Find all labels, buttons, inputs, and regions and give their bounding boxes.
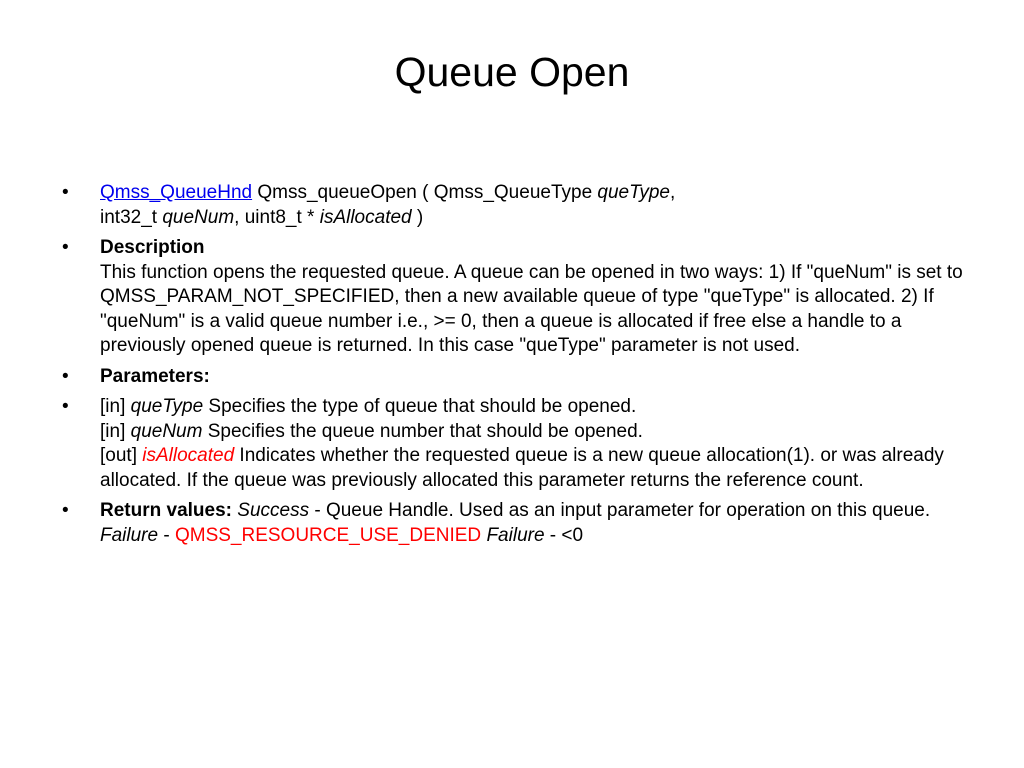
param-quenum: queNum xyxy=(162,206,235,228)
slide-title: Queue Open xyxy=(394,49,630,95)
bullet-list xyxy=(62,181,972,554)
param1-direction: [in] xyxy=(100,396,131,417)
param3-direction: [out] xyxy=(100,445,143,466)
bullet-return-values xyxy=(62,499,972,548)
param3-description: Indicates whether the requested queue is a new queue allocation(1). or was already allocated. If the queue was previously allocated this parameter returns the reference count. xyxy=(100,445,944,491)
param2-direction: [in] xyxy=(100,420,131,442)
param-isallocated: isAllocated xyxy=(319,206,412,228)
bullet-signature xyxy=(62,181,972,230)
failure-label: Failure xyxy=(100,524,159,546)
bullet-icon: • xyxy=(62,396,69,417)
param1-name: queType xyxy=(130,396,204,417)
sig-separator: , xyxy=(669,182,676,203)
bullet-icon: • xyxy=(62,500,69,521)
description-text: This function opens the requested queue. A queue can be opened in two ways: 1) If "queNum" is set to QMSS_PARAM_NOT_SPECIFIED, then a new available queue of type "queType" is allocated. 2) If "queNum" is a valid queue number i.e., >= 0, then a queue is allocated if free else a handle to a previously opened queue is returned. In this case "queType" parameter is not used. xyxy=(100,261,963,356)
failure-description: - <0 xyxy=(544,524,584,546)
bullet-icon: • xyxy=(62,182,69,203)
param-quetype: queType xyxy=(597,182,670,203)
failure-label-2: Failure xyxy=(486,524,545,546)
parameters-heading: Parameters: xyxy=(100,365,210,387)
function-name: Qmss_queueOpen ( Qmss_QueueType xyxy=(252,182,598,203)
bullet-description xyxy=(62,236,972,359)
param-type-int32: int32_t xyxy=(100,206,163,228)
return-type-link[interactable]: Qmss_QueueHnd xyxy=(100,182,253,203)
param2-description: Specifies the queue number that should be opened. xyxy=(202,420,643,442)
param2-name: queNum xyxy=(130,420,203,442)
bullet-parameters xyxy=(62,395,972,493)
param3-name: isAllocated xyxy=(142,445,235,466)
bullet-icon: • xyxy=(62,365,69,387)
sig-close: ) xyxy=(411,206,424,228)
param1-description: Specifies the type of queue that should be opened. xyxy=(203,396,637,417)
bullet-icon: • xyxy=(62,237,69,258)
error-code: QMSS_RESOURCE_USE_DENIED xyxy=(174,524,482,546)
sig-separator-2: , uint8_t * xyxy=(234,206,320,228)
success-description: - Queue Handle. Used as an input parameter for operation on this queue. xyxy=(309,500,931,521)
description-heading: Description xyxy=(100,237,205,258)
dash-separator: - xyxy=(158,524,175,546)
return-values-heading: Return values: xyxy=(100,500,232,521)
bullet-parameters-heading xyxy=(62,365,972,390)
success-label: Success xyxy=(237,500,310,521)
